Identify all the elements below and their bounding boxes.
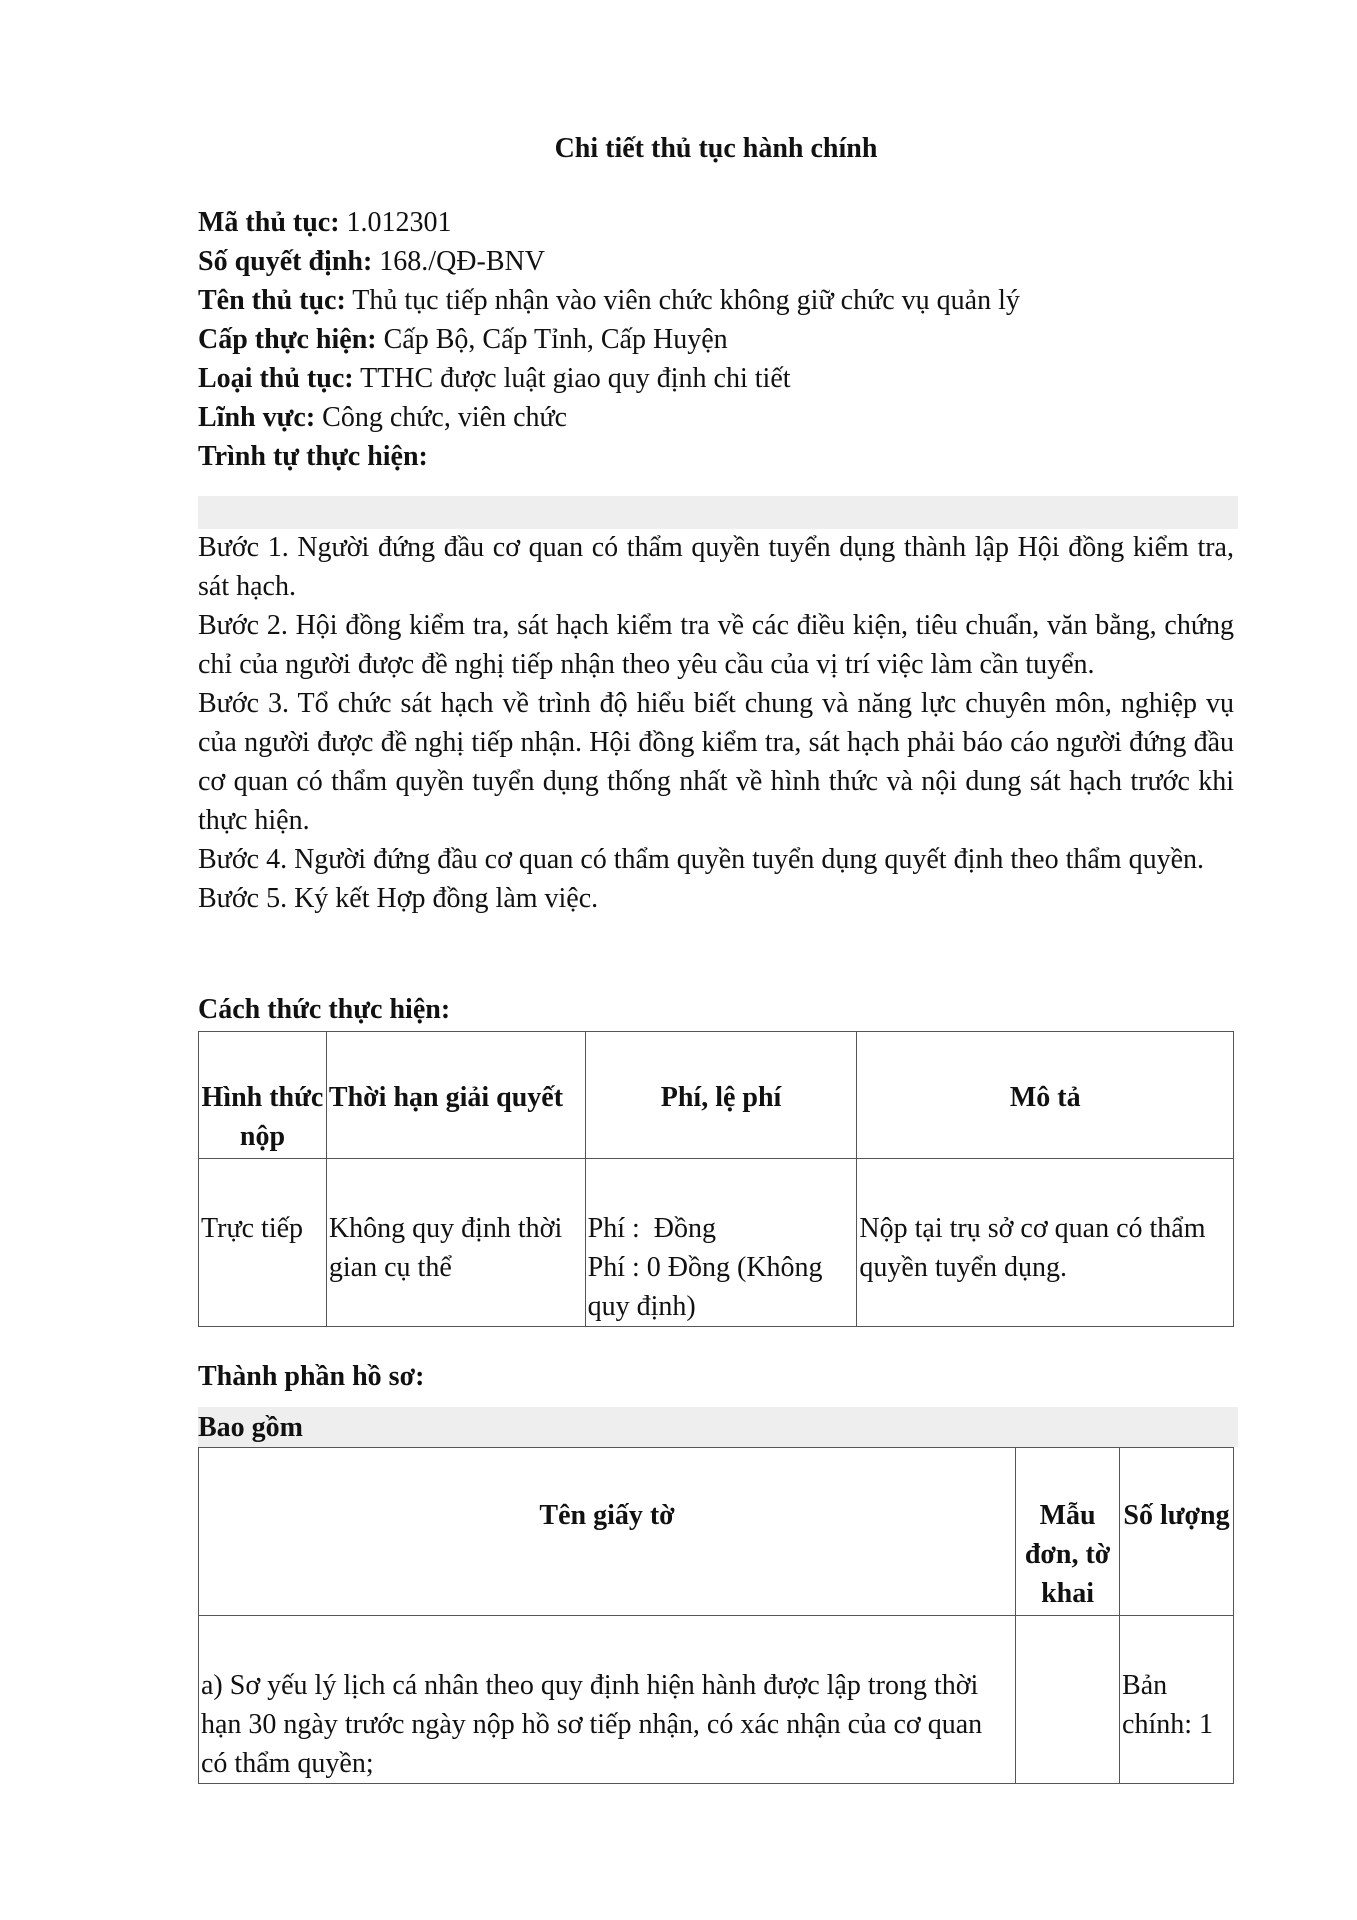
- meta-code: [198, 203, 1234, 242]
- meta-type: [198, 359, 1234, 398]
- table-row: [199, 1159, 1234, 1327]
- section-divider-band: [198, 496, 1238, 529]
- table-header-row: [199, 1448, 1234, 1616]
- meta-label: Cấp thực hiện:: [198, 324, 377, 355]
- step-item: Bước 3. Tổ chức sát hạch về trình độ hiểu biết chung và năng lực chuyên môn, nghiệp vụ của người được đề nghị tiếp nhận. Hội đồng kiểm tra, sát hạch phải báo cáo người đứng đầu cơ quan có thẩm quyền tuyển dụng thống nhất về hình thức và nội dung sát hạch trước khi thực hiện.: [198, 688, 1234, 836]
- dossier-heading: Thành phần hồ sơ:: [198, 1361, 425, 1392]
- column-header-quantity: Số lượng: [1120, 1448, 1234, 1616]
- meta-level: [198, 320, 1234, 359]
- dossier-subheading-band: [198, 1407, 1238, 1447]
- meta-label: Số quyết định:: [198, 246, 373, 277]
- meta-value: 168./QĐ-BNV: [372, 246, 545, 277]
- column-header-form: Hình thức nộp: [199, 1032, 327, 1159]
- meta-decision-number: [198, 242, 1234, 281]
- meta-field: [198, 398, 1234, 437]
- document-title: Chi tiết thủ tục hành chính: [554, 133, 878, 164]
- cell-quantity: Bản chính: 1: [1120, 1616, 1234, 1784]
- column-header-fee: Phí, lệ phí: [585, 1032, 857, 1159]
- meta-label: Tên thủ tục:: [198, 285, 346, 316]
- fee-line: Phí : 0 Đồng (Không quy định): [587, 1252, 823, 1322]
- step-item: Bước 1. Người đứng đầu cơ quan có thẩm quyền tuyển dụng thành lập Hội đồng kiểm tra, sát hạch.: [198, 532, 1234, 602]
- step-item: Bước 4. Người đứng đầu cơ quan có thẩm quyền tuyển dụng quyết định theo thẩm quyền.: [198, 844, 1204, 875]
- cell-description: Nộp tại trụ sở cơ quan có thẩm quyền tuyển dụng.: [857, 1159, 1234, 1327]
- sequence-heading: Trình tự thực hiện:: [198, 441, 428, 472]
- method-heading: Cách thức thực hiện:: [198, 994, 451, 1025]
- method-table: [198, 1031, 1234, 1327]
- column-header-template: Mẫu đơn, tờ khai: [1016, 1448, 1120, 1616]
- meta-procedure-name: [198, 281, 1234, 320]
- meta-value: Công chức, viên chức: [315, 402, 568, 433]
- meta-label: Mã thủ tục:: [198, 207, 340, 238]
- table-header-row: [199, 1032, 1234, 1159]
- meta-value: Cấp Bộ, Cấp Tỉnh, Cấp Huyện: [376, 324, 728, 355]
- column-header-deadline: Thời hạn giải quyết: [326, 1032, 585, 1159]
- meta-value: 1.012301: [339, 207, 452, 238]
- cell-deadline: Không quy định thời gian cụ thể: [326, 1159, 585, 1327]
- dossier-subheading: Bao gồm: [198, 1412, 303, 1443]
- column-header-description: Mô tả: [857, 1032, 1234, 1159]
- table-row: [199, 1616, 1234, 1784]
- meta-label: Loại thủ tục:: [198, 363, 354, 394]
- meta-label: Lĩnh vực:: [198, 402, 316, 433]
- steps-list: [198, 528, 1234, 918]
- dossier-table: [198, 1447, 1234, 1784]
- column-header-document-name: Tên giấy tờ: [199, 1448, 1016, 1616]
- step-item: Bước 5. Ký kết Hợp đồng làm việc.: [198, 883, 599, 914]
- procedure-metadata: [198, 203, 1234, 476]
- meta-value: Thủ tục tiếp nhận vào viên chức không giữ chức vụ quản lý: [345, 285, 1020, 316]
- meta-value: TTHC được luật giao quy định chi tiết: [353, 363, 791, 394]
- cell-form: Trực tiếp: [199, 1159, 327, 1327]
- fee-line: Phí : Đồng: [587, 1213, 716, 1244]
- step-item: Bước 2. Hội đồng kiểm tra, sát hạch kiểm tra về các điều kiện, tiêu chuẩn, văn bằng, chứng chỉ của người được đề nghị tiếp nhận theo yêu cầu của vị trí việc làm cần tuyển.: [198, 610, 1234, 680]
- cell-template: [1016, 1616, 1120, 1784]
- cell-fee: [585, 1159, 857, 1327]
- cell-document-name: a) Sơ yếu lý lịch cá nhân theo quy định hiện hành được lập trong thời hạn 30 ngày trước ngày nộp hồ sơ tiếp nhận, có xác nhận của cơ quan có thẩm quyền;: [199, 1616, 1016, 1784]
